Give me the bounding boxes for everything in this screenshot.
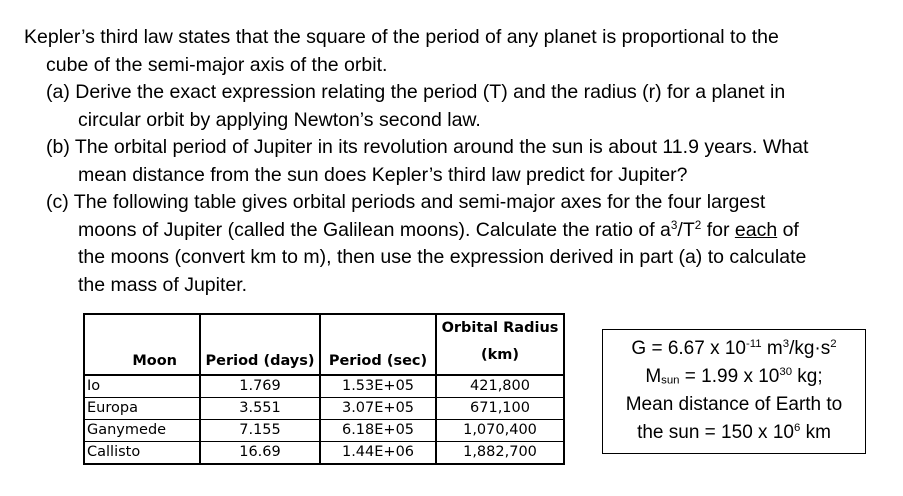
moon-name: Europa bbox=[84, 398, 200, 420]
g-meter-exponent: 3 bbox=[782, 338, 790, 351]
radius-km: 1,882,700 bbox=[436, 442, 564, 465]
period-sec: 1.53E+05 bbox=[320, 375, 436, 398]
period-days: 1.769 bbox=[200, 375, 320, 398]
part-a-line-1: (a) Derive the exact expression relating the period (T) and the radius (r) for a planet in bbox=[46, 81, 786, 103]
gravitational-constant bbox=[603, 335, 865, 363]
exponent-a: 3 bbox=[670, 218, 678, 232]
header-period-days: Period (days) bbox=[200, 314, 320, 375]
moons-table bbox=[83, 313, 565, 465]
earth-sun-distance-label: Mean distance of Earth to bbox=[625, 394, 843, 415]
part-c-text: moons of Jupiter (called the Galilean moons). Calculate the ratio of a bbox=[78, 218, 671, 241]
intro-line-1: Kepler’s third law states that the square of the period of any planet is proportional to the bbox=[24, 26, 779, 48]
part-c-text: of bbox=[777, 218, 799, 241]
msun-subscript: sun bbox=[661, 374, 680, 387]
mass-of-sun bbox=[603, 363, 865, 391]
radius-km: 421,800 bbox=[436, 375, 564, 398]
g-text: /kg·s bbox=[789, 338, 831, 359]
period-sec: 6.18E+05 bbox=[320, 420, 436, 442]
part-c-text: /T bbox=[677, 218, 695, 241]
g-text: G = 6.67 x 10 bbox=[631, 338, 746, 359]
part-a-line-2: circular orbit by applying Newton’s second law. bbox=[78, 108, 481, 131]
msun-text: = 1.99 x 10 bbox=[679, 366, 780, 387]
part-c-text: for bbox=[701, 218, 735, 241]
earth-sun-distance bbox=[603, 419, 865, 447]
table-header-row bbox=[84, 314, 564, 375]
part-c-line-1: (c) The following table gives orbital periods and semi-major axes for the four largest bbox=[46, 191, 766, 213]
g-second-exponent: 2 bbox=[830, 338, 837, 351]
moon-name: Ganymede bbox=[84, 420, 200, 442]
exponent-t: 2 bbox=[694, 218, 702, 232]
g-exponent: -11 bbox=[746, 338, 762, 351]
header-orbital-radius bbox=[436, 314, 564, 375]
table-row bbox=[84, 375, 564, 398]
dist-text: the sun = 150 x 10 bbox=[637, 422, 794, 443]
radius-km: 1,070,400 bbox=[436, 420, 564, 442]
g-text: m bbox=[761, 338, 783, 359]
part-c-line-2 bbox=[24, 217, 884, 245]
msun-symbol: M bbox=[645, 366, 662, 387]
radius-km: 671,100 bbox=[436, 398, 564, 420]
period-days: 7.155 bbox=[200, 420, 320, 442]
problem-statement bbox=[24, 24, 884, 299]
part-c-line-4: the mass of Jupiter. bbox=[78, 273, 248, 296]
each-underlined: each bbox=[734, 218, 778, 241]
dist-text: km bbox=[800, 422, 831, 443]
table-row bbox=[84, 420, 564, 442]
part-b-line-1: (b) The orbital period of Jupiter in its revolution around the sun is about 11.9 years. What bbox=[46, 136, 809, 158]
intro-line-2: cube of the semi-major axis of the orbit. bbox=[46, 53, 388, 76]
moon-name: Callisto bbox=[84, 442, 200, 465]
header-moon: Moon bbox=[84, 314, 200, 375]
period-sec: 1.44E+06 bbox=[320, 442, 436, 465]
header-period-sec: Period (sec) bbox=[320, 314, 436, 375]
period-days: 16.69 bbox=[200, 442, 320, 465]
moon-name: Io bbox=[84, 375, 200, 398]
header-orbital-radius-top: Orbital Radius bbox=[441, 320, 559, 336]
dist-exponent: 6 bbox=[793, 422, 801, 435]
header-orbital-radius-unit: (km) bbox=[480, 347, 519, 363]
constants-box bbox=[602, 329, 866, 454]
part-b-line-2: mean distance from the sun does Kepler’s third law predict for Jupiter? bbox=[78, 163, 688, 186]
msun-text: kg; bbox=[792, 366, 823, 387]
table-row bbox=[84, 398, 564, 420]
period-days: 3.551 bbox=[200, 398, 320, 420]
period-sec: 3.07E+05 bbox=[320, 398, 436, 420]
part-c-line-3: the moons (convert km to m), then use the expression derived in part (a) to calculate bbox=[78, 246, 807, 268]
msun-exponent: 30 bbox=[779, 366, 793, 379]
table-row bbox=[84, 442, 564, 465]
